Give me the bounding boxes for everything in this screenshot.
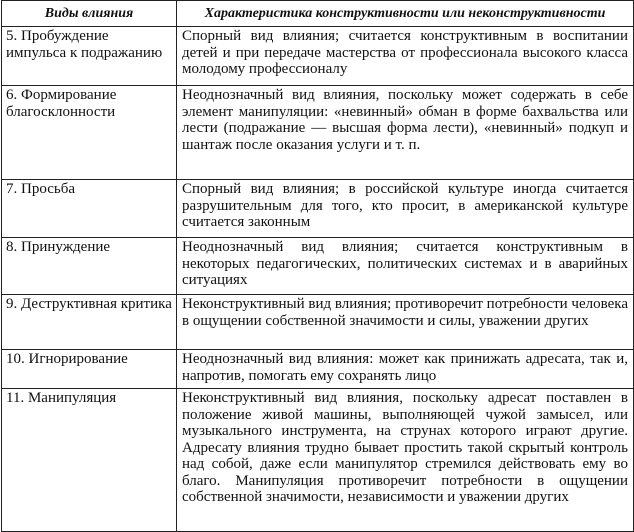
- table-row: [2, 86, 634, 180]
- influence-type-name: 8. Принуждение: [2, 238, 177, 295]
- table-row: [2, 27, 634, 86]
- table-row: [2, 295, 634, 350]
- influence-type-description: Спорный вид влияния; считается конструктивным в воспитании детей и при передаче мастерства от профессионала высокого класса молодому профессионалу: [177, 27, 634, 86]
- influence-type-name: 9. Деструктивная критика: [2, 295, 177, 350]
- table-row: [2, 350, 634, 389]
- influence-type-description: Неконструктивный вид влияния; противоречит потребности человека в ощущении собственной значимости и силы, уважении других: [177, 295, 634, 350]
- table-row: [2, 238, 634, 295]
- influence-types-table: [1, 0, 634, 532]
- influence-type-name: 7. Просьба: [2, 180, 177, 238]
- influence-type-description: Неоднозначный вид влияния, поскольку может содержать в себе элемент манипуляции: «невинный» обман в форме бахвальства или лести (подражание — высшая форма лести), «невинный» подкуп и шантаж после оказания услуги и т. п.: [177, 86, 634, 180]
- column-header-types: Виды влияния: [2, 1, 177, 27]
- table-row: [2, 389, 634, 532]
- influence-type-name: 5. Пробуждение импульса к подражанию: [2, 27, 177, 86]
- influence-type-name: 6. Формирование благосклонности: [2, 86, 177, 180]
- influence-type-description: Неоднозначный вид влияния: может как принижать адресата, так и, напротив, помогать ему сохранять лицо: [177, 350, 634, 389]
- header-row: [2, 1, 634, 27]
- column-header-characteristic: Характеристика конструктивности или неконструктивности: [177, 1, 634, 27]
- table-row: [2, 180, 634, 238]
- influence-type-description: Неконструктивный вид влияния, поскольку адресат поставлен в положение живой машины, выполняющей чужой замысел, или музыкального инструмента, на струнах которого играют другие. Адресату влияния трудно бывает простить такой скрытый контроль над собой, даже если манипулятор стремился действовать ему во благо. Манипуляция противоречит потребности в ощущении собственной значимости, независимости и уважении других: [177, 389, 634, 532]
- influence-type-description: Спорный вид влияния; в российской культуре иногда считается разрушительным для того, кто просит, в американской культуре считается законным: [177, 180, 634, 238]
- influence-type-name: 11. Манипуляция: [2, 389, 177, 532]
- influence-type-name: 10. Игнорирование: [2, 350, 177, 389]
- influence-type-description: Неоднозначный вид влияния; считается конструктивным в некоторых педагогических, политических системах и в аварийных ситуациях: [177, 238, 634, 295]
